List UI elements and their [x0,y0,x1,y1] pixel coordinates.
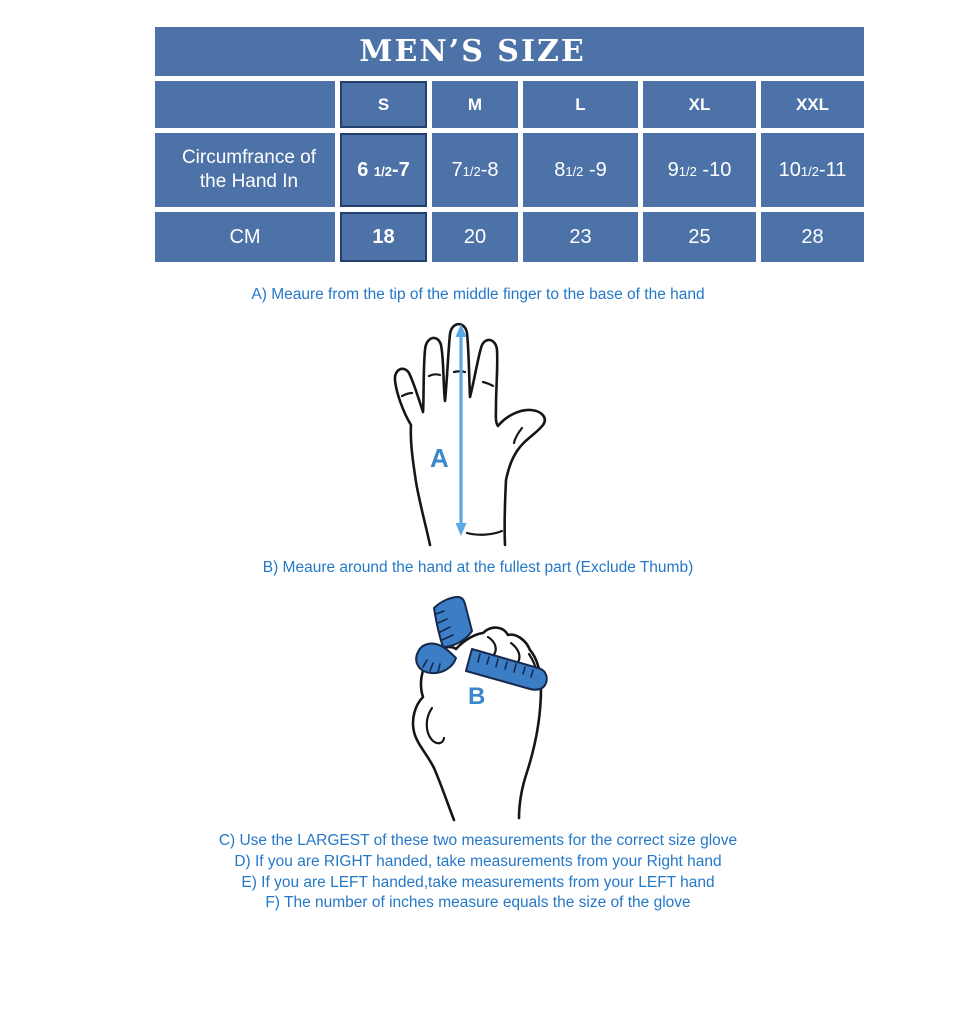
table-header-row [155,81,864,128]
cm-value-xxl: 28 [761,212,864,262]
row-label-cm: CM [155,212,335,262]
cm-value-l: 23 [523,212,638,262]
open-hand-illustration [370,312,600,547]
instruction-d: D) If you are RIGHT handed, take measurements from your Right hand [234,852,722,870]
size-col-header-xl: XL [643,81,756,128]
size-col-header-m: M [432,81,518,128]
instruction-block [0,831,956,914]
instruction-e: E) If you are LEFT handed,take measurements from your LEFT hand [241,873,715,891]
figure-label-a: A [430,443,449,473]
hand-in-value-l: 81/2 -9 [523,133,638,207]
hand-in-value-m: 71/2-8 [432,133,518,207]
cm-value-s: 18 [340,212,427,262]
cm-value-xl: 25 [643,212,756,262]
row-label-hand-in: Circumfrance of the Hand In [155,133,335,207]
hand-circumference-row [155,133,864,207]
instruction-b: B) Meaure around the hand at the fullest part (Exclude Thumb) [262,559,694,576]
hand-outline [395,324,545,545]
figure-label-b: B [468,683,486,710]
size-col-header-l: L [523,81,638,128]
instruction-f: F) The number of inches measure equals the size of the glove [265,894,691,912]
hand-in-value-xl: 91/2 -10 [643,133,756,207]
mens-size-table [150,22,869,267]
hand-in-value-xxl: 101/2-11 [761,133,864,207]
instruction-c: C) Use the LARGEST of these two measurements for the correct size glove [218,832,738,849]
table-title-row [155,27,864,76]
instruction-a: A) Meaure from the tip of the middle finger to the base of the hand [251,286,705,303]
hand-in-value-s: 6 1/2-7 [340,133,427,207]
cm-value-m: 20 [432,212,518,262]
size-col-header-s: S [340,81,427,128]
table-title: MEN’S SIZE [155,27,864,76]
fist-illustration [392,592,592,822]
cm-row [155,212,864,262]
size-col-header-xxl: XXL [761,81,864,128]
header-empty-cell [155,81,335,128]
